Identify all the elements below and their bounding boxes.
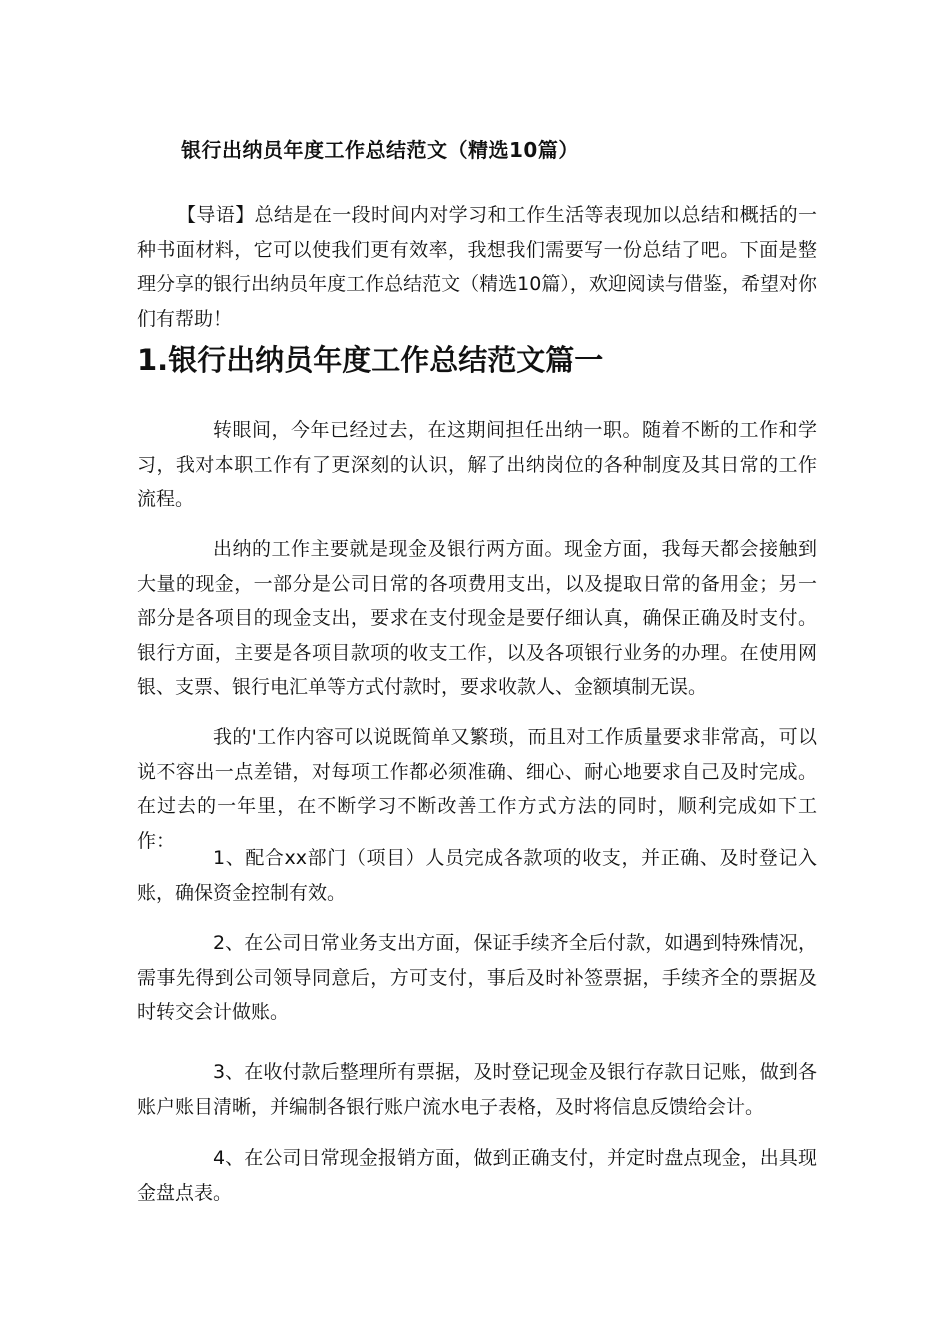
body-paragraph-2: 出纳的工作主要就是现金及银行两方面。现金方面，我每天都会接触到大量的现金，一部分是公司日常的各项费用支出，以及提取日常的备用金；另一部分是各项目的现金支出，要求在支付现金是要仔细认真，确保正确及时支付。银行方面，主要是各项目款项的收支工作，以及各项银行业务的办理。在使用网银、支票、银行电汇单等方式付款时，要求收款人、金额填制无误。 bbox=[137, 538, 817, 698]
body-paragraph-5: 2、在公司日常业务支出方面，保证手续齐全后付款，如遇到特殊情况，需事先得到公司领导同意后，方可支付，事后及时补签票据，手续齐全的票据及时转交会计做账。 bbox=[137, 932, 817, 1023]
intro-paragraph: 【导语】总结是在一段时间内对学习和工作生活等表现加以总结和概括的一种书面材料，它可以使我们更有效率，我想我们需要写一份总结了吧。下面是整理分享的银行出纳员年度工作总结范文（精选10篇），欢迎阅读与借鉴，希望对你们有帮助！ bbox=[137, 204, 817, 330]
body-paragraph-4: 1、配合xx部门（项目）人员完成各款项的收支，并正确、及时登记入账，确保资金控制有效。 bbox=[137, 847, 817, 904]
body-paragraph-1: 转眼间，今年已经过去，在这期间担任出纳一职。随着不断的工作和学习，我对本职工作有了更深刻的认识，解了出纳岗位的各种制度及其日常的工作流程。 bbox=[137, 419, 817, 510]
body-paragraph-7: 4、在公司日常现金报销方面，做到正确支付，并定时盘点现金，出具现金盘点表。 bbox=[137, 1147, 817, 1204]
document-title: 银行出纳员年度工作总结范文（精选10篇） bbox=[181, 138, 579, 162]
section-heading: 1.银行出纳员年度工作总结范文篇一 bbox=[137, 343, 604, 377]
body-paragraph-3: 我的'工作内容可以说既简单又繁琐，而且对工作质量要求非常高，可以说不容出一点差错，对每项工作都必须准确、细心、耐心地要求自己及时完成。在过去的一年里，在不断学习不断改善工作方式方法的同时，顺利完成如下工作： bbox=[137, 726, 817, 852]
body-paragraph-6: 3、在收付款后整理所有票据，及时登记现金及银行存款日记账，做到各账户账目清晰，并编制各银行账户流水电子表格，及时将信息反馈给会计。 bbox=[137, 1061, 817, 1118]
